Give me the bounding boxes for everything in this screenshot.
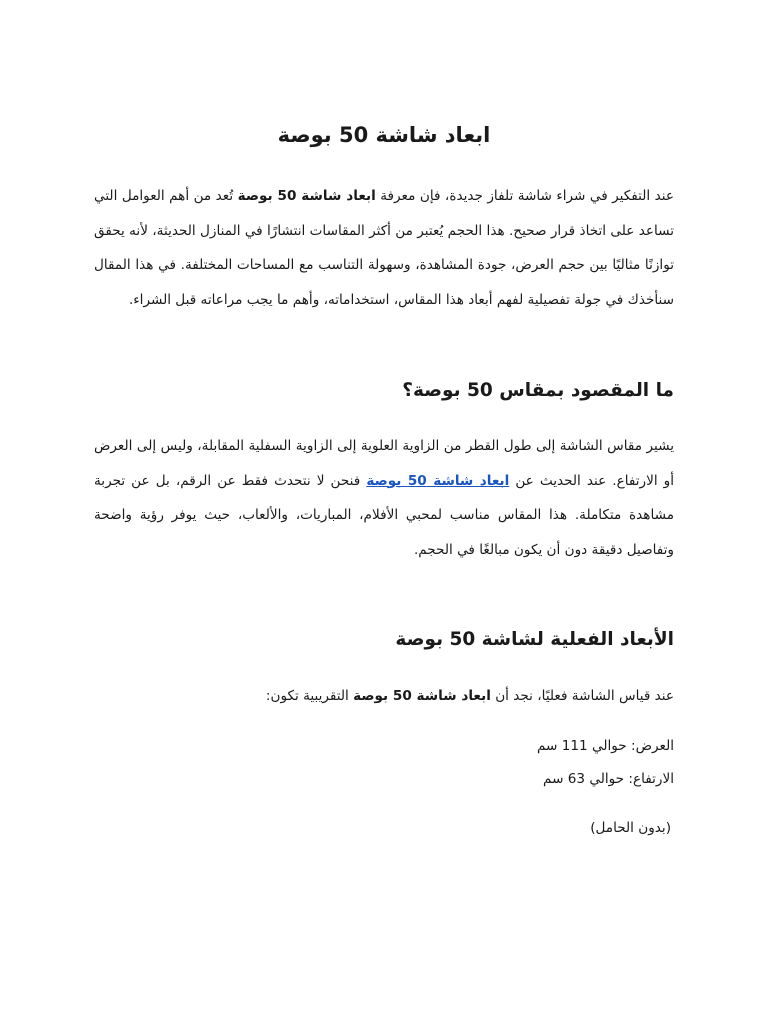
- dimensions-text-end: التقريبية تكون:: [265, 688, 354, 704]
- dimensions-paragraph: [94, 684, 674, 708]
- dimensions-text-start: عند قياس الشاشة فعليًا، نجد أن: [490, 688, 674, 704]
- dimensions-link[interactable]: ابعاد شاشة 50 بوصة: [366, 472, 510, 489]
- intro-paragraph: [94, 179, 674, 317]
- page-title: ابعاد شاشة 50 بوصة: [277, 123, 491, 147]
- meaning-paragraph: [94, 429, 674, 567]
- section-heading-dimensions: الأبعاد الفعلية لشاشة 50 بوصة: [395, 629, 674, 650]
- width-value: العرض: حوالي 111 سم: [536, 738, 674, 754]
- intro-keyword: ابعاد شاشة 50 بوصة: [237, 188, 376, 204]
- section-heading-meaning: ما المقصود بمقاس 50 بوصة؟: [402, 380, 674, 401]
- intro-text-start: عند التفكير في شراء شاشة تلفاز جديدة، فإن معرفة: [375, 188, 674, 204]
- stand-note: (بدون الحامل): [590, 820, 671, 836]
- height-value: الارتفاع: حوالي 63 سم: [543, 771, 674, 787]
- meaning-text-end: فنحن لا نتحدث فقط عن الرقم، بل عن تجربة مشاهدة متكاملة. هذا المقاس مناسب لمحبي الأفلام، المباريات، والألعاب، حيث يوفر رؤية واضحة وتفاصيل دقيقة دون أن يكون مبالغًا في الحجم.: [94, 472, 674, 558]
- intro-text-end: تُعد من أهم العوامل التي تساعد على اتخاذ قرار صحيح. هذا الحجم يُعتبر من أكثر المقاسات انتشارًا في المنازل الحديثة، لأنه يحقق توازنًا مثاليًا بين حجم العرض، جودة المشاهدة، وسهولة التناسب مع المساحات المختلفة. في هذا المقال سنأخذك في جولة تفصيلية لفهم أبعاد هذا المقاس، استخداماته، وأهم ما يجب مراعاته قبل الشراء.: [94, 188, 674, 308]
- meaning-text-start: يشير مقاس الشاشة إلى طول القطر من الزاوية العلوية إلى الزاوية السفلية المقابلة، وليس إلى العرض أو الارتفاع. عند الحديث عن: [94, 438, 674, 489]
- dimensions-keyword: ابعاد شاشة 50 بوصة: [353, 688, 491, 704]
